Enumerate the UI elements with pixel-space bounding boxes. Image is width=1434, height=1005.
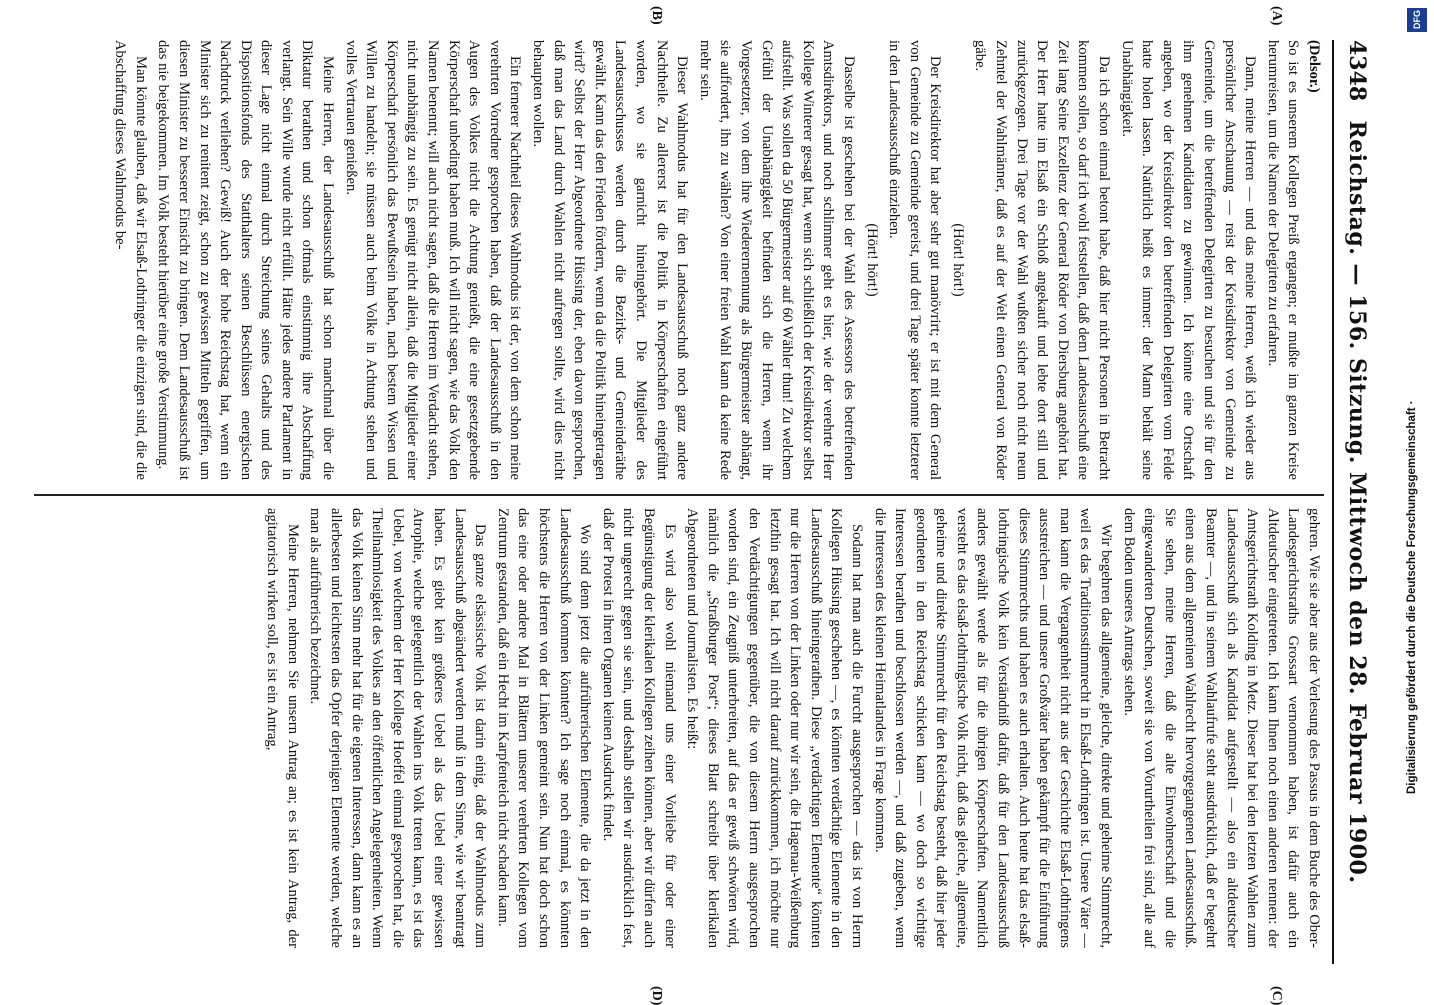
margin-marker-b: (B) xyxy=(649,6,664,25)
margin-marker-a: (A) xyxy=(1269,6,1284,26)
paragraph: Meine Herren, der Landesausschuß hat schon manchmal über die Diktatur berathen und schon oftmals einstimmig ihre Abschaffung verlangt. Sein Wille wurde nicht erfüllt. Hätte jedes andere Parlament in dieser Lage nicht einmal durch Streichung seines Gehalts und des Dispositionsfonds des Statthalters seinen Beschlüssen energischen Nachdruck verliehen? Gewiß! Auch der hohe Reichstag hat, wenn ein Minister sich zu renitent zeigt, schon zu gewissen Mitteln gegriffen, um diesen Minister zu besserer Einsicht zu bringen. Dem Landesausschuß ist das nie beigekommen. Im Volk besteht hierüber eine große Verstimmung. xyxy=(155,40,337,480)
digitization-credit-strip xyxy=(1404,4,1430,996)
digitization-credit: Digitalisierung gefördert durch die Deutsche Forschungsgemeinschaft · xyxy=(1406,400,1418,794)
margin-marker-d: (D) xyxy=(649,986,664,1005)
paragraph: Der Kreisdirektor hat aber sehr gut manövrirt; er ist mit dem General von Gemeinde zu Gemeinde gereist, und drei Tage später konnte letzterer in den Landesausschuß einziehen. xyxy=(886,40,944,480)
quotation: Es wird also wohl niemand uns einer Vorliebe für oder einer Begünstigung der klerikalen Kollegen zeihen können, aber wir dürfen auch nicht ungerecht gegen sie sein, und deshalb stellen wir ausdrücklich fest, daß der Protest in ihren Organen keinen Ausdruck findet. xyxy=(599,508,678,948)
page-title: Reichstag. — 156. Sitzung. Mittwoch den 28. Februar 1900. xyxy=(1344,120,1370,884)
page-number: 4348 xyxy=(1344,40,1370,102)
right-column xyxy=(34,508,1324,948)
interjection: (Hört! hört!) xyxy=(863,223,880,297)
speaker-label: (Delsor.) xyxy=(1306,40,1322,93)
column-divider xyxy=(34,494,1324,496)
interjection: (Hört! hört!) xyxy=(949,223,966,297)
paragraph: So ist es unserem Kollegen Preiß ergangen; er mußte im ganzen Kreise herumreisen, um die Namen der Delegirten zu erfahren. xyxy=(1264,40,1302,480)
page-header xyxy=(1332,40,1384,964)
paragraph: Das ganze elsässische Volk ist darin einig, daß der Wahlmodus zum Landesausschuß abgeändert werden muß in dem Sinne, wie wir beantragt haben. Es giebt kein größeres Uebel als das Uebel einer gewissen Atrophie, welche gelegentlich der Wahlen ins Volk treten kann, es ist das Uebel, von welchem der Herr Kollege Hoeffel einmal gesprochen hat, die Theilnahmlosigkeit des Volkes an den öffentlichen Angelegenheiten. Wenn das Volk keinen Sinn mehr hat für die eigenen Interessen, dann kann es an allerbesten und leichtesten das Opfer derjenigen Elemente werden, welche man als aufrührerisch bezeichnet. xyxy=(307,508,489,948)
paragraph: Wo sind denn jetzt die aufrührerischen Elemente, die da jetzt in den Landesausschuß kommen könnten? Ich sage noch einmal, es könnten höchstens die Herren von der Linken gemeint sein. Nun hat doch schon das eine oder andere Mal in Blättern unserer verehrten Kollegen vom Zentrum gestanden, daß ein Hecht im Karpfenteich nicht schaden kann. xyxy=(494,508,594,948)
left-column xyxy=(34,40,1324,480)
margin-marker-c: (C) xyxy=(1269,986,1284,1005)
paragraph: Sodann hat man auch die Furcht ausgesprochen — das ist von Herrn Kollegen Hüssing geschehen —, es könnten verdächtige Elemente in den Landesausschuß hineingerathen. Diese „verdächtigen Elemente“ könnten nur die Herren von der Linken oder nur wir sein, die Hagenau-Weißenburg letzthin gesagt hat. Ich will nicht darauf zurückkommen, ich möchte nur den Verdächtigungen gegenüber, die von diesem Herrn ausgesprochen worden sind, ein Zeugniß unterbreiten, auf das er gewiß schwören wird, nämlich die „Straßburger Post“; dieses Blatt schreibt über klerikalen Abgeordneten und Journalisten. Es heißt: xyxy=(684,508,865,948)
paragraph: Dasselbe ist geschehen bei der Wahl des Assessors des betreffenden Amtsdirektors, und noch schlimmer geht es hier, wie der verehrte Herr Kollege Winterer gesagt hat, wenn sich schließlich der Kreisdirektor selbst aufstellt. Was sollen da 50 Bürgermeister auf 60 Wähler thun! Zu welchem Gefühl der Unabhängigkeit befinden sich die Herren, wenn ihr Vorgesetzter, von dem ihre Wiederernennung als Bürgermeister abhängt, sie auffordert, ihn zu wählen? Von einer freien Wahl kann da keine Rede mehr sein. xyxy=(696,40,857,480)
paragraph: Dieser Wahlmodus hat für den Landesausschuß noch ganz andere Nachtheile. Zu allererst ist die Politik in Körperschaften eingeführt worden, wo sie garnicht hineingehört. Die Mitglieder des Landesausschusses werden durch die Bezirks- und Gemeinderäthe gewählt. Kann das den Frieden fördern, wenn da die Politik hineingetragen wird? Selbst der Herr Abgeordnete Hüssing der, eben davon gesprochen, daß man das Land durch Wahlen nicht aufregen sollte, wird dies nicht behaupten wollen. xyxy=(530,40,691,480)
paragraph: Dann, meine Herren — und das meine Herren, weiß ich wieder aus persönlicher Anschauung — reist der Kreisdirektor von Gemeinde zu Gemeinde, um die betreffenden Delegirten zu besuchen und sie für den ihm genehmen Kandidaten zu gewinnen. Ich könnte eine Ortschaft angeben, wo der Kreisdirektor den betreffenden Delegirten vom Felde hatte holen lassen. Natürlich heißt es immer: der Mann behält seine Unabhängigkeit. xyxy=(1118,40,1259,480)
paragraph: Da ich schon einmal betont habe, daß hier nicht Personen in Betracht kommen sollen, so darf ich wohl feststellen, daß dem Landesausschuß eine Zeit lang Seine Exzellenz der General Röder von Diersburg angehört hat. Der Herr hatte im Elsaß ein Schloß angekauft und lebte dort still und zurückgezogen. Drei Tage vor der Wahl wußten sicher noch nicht neun Zehntel der Wahlmänner, daß es auf der Welt einen General von Röder gäbe. xyxy=(972,40,1113,480)
text-columns xyxy=(24,6,1324,1005)
paragraph: Ein fernerer Nachtheil dieses Wahlmodus ist der, von dem schon meine verehrten Vorredner gesprochen haben, daß der Landesausschuß in den Augen des Volkes nicht die Achtung genießt, die eine gesetzgebende Körperschaft unbedingt haben muß. Ich will nicht sagen, wie das Volk den Namen benennt; will auch nicht sagen, daß die Herren im Verdacht stehen, nicht unabhängig zu sein. Es genügt nicht allein, daß die Mitglieder einer Körperschaft persönlich das Bewußtsein haben, nach bestem Wissen und Willen zu handeln; sie müssen auch beim Volke in Achtung stehen und volles Vertrauen genießen. xyxy=(342,40,524,480)
paragraph: gehren. Wie sie aber aus der Verlesung des Passus in dem Buche des Ober-Landesgerichtsraths Grossart vernommen haben, ist dafür auch ein Altdeutscher eingetreten. Ich kann Ihnen noch einen anderen nennen: der Amtsgerichtsrath Kolding in Metz. Dieser hat bei den letzten Wahlen zum Landesausschuß sich als Kandidat aufgestellt — also ein altdeutscher Beamter —, und in seinem Wahlaufrufe steht ausdrücklich, daß er begehrt einen aus dem allgemeinen Wahlrecht hervorgegangenen Landesausschuß. Sie sehen, meine Herren, daß die alte Einwohnerschaft und die eingewanderten Deutschen, soweit sie von Vorurtheilen frei sind, alle auf dem Boden unseres Antrags stehen. xyxy=(1120,508,1322,948)
document-page xyxy=(12,0,1392,1005)
paragraph: Meine Herren, nehmen Sie unsern Antrag an; es ist kein Antrag, der agitatorisch wirken soll, es ist ein Antrag, xyxy=(264,508,301,948)
paragraph: Man könnte glauben, daß wir Elsaß-Lothringer die einzigen sind, die die Abschaffung dieses Wahlmodus be- xyxy=(112,40,149,480)
dfg-logo: DFG xyxy=(1407,8,1427,32)
paragraph: Wir begehren das allgemeine, gleiche, direkte und geheime Stimmrecht, weil es das Traditionsstimmrecht in Elsaß-Lothringen ist. Unsere Väter — man kann die Vergangenheit nicht aus der Geschichte Elsaß-Lothringens ausstreichen — und unsere Großväter haben gekämpft für die Einführung dieses Stimmrechts und haben es auch erhalten. Auch heute hat das elsaß-lothringische Volk kein Verständniß dafür, daß für den Landesausschuß anders gewählt werde als für die übrigen Körperschaften. Namentlich versteht es das elsaß-lothringische Volk nicht, daß das gleiche, allgemeine, geheime und direkte Stimmrecht für den Reichstag besteht, daß hier jeder geordneten in den Reichstag schicken kann — wo doch so wichtige Interessen berathen und beschlossen werden —, und daß zugeben, wenn die Interessen des kleinen Heimatlandes in Frage kommen. xyxy=(871,508,1115,948)
